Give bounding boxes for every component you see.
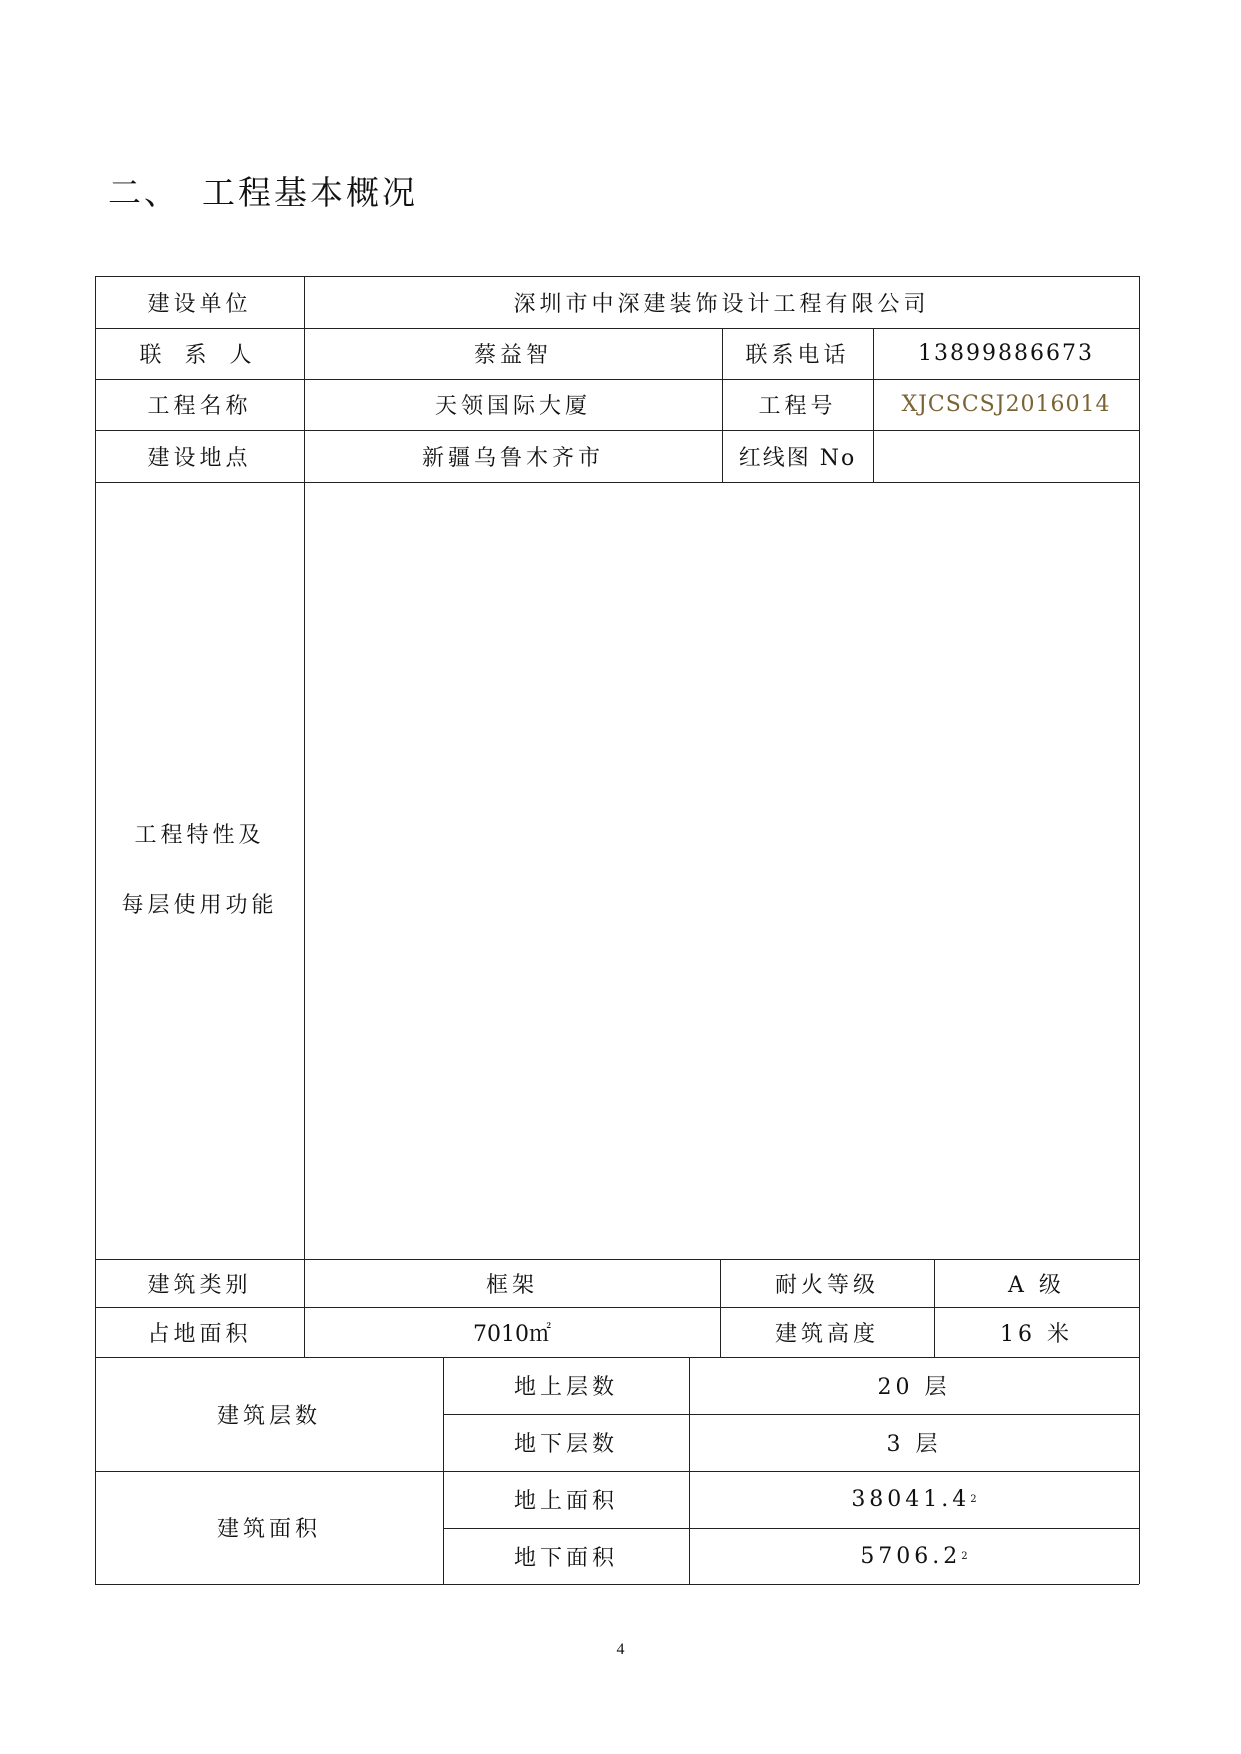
floor-area-below-number: 5706.2: [860, 1543, 962, 1569]
features-label: [95, 482, 304, 1259]
floor-area-below-unit: 2: [961, 1550, 968, 1562]
features-label-line1: 工程特性及: [134, 822, 265, 848]
section-heading: [108, 173, 418, 212]
floor-area-label: 建筑面积: [216, 1517, 321, 1542]
contact-label: 联 系 人: [139, 343, 260, 368]
location-value: 新疆乌鲁木齐市: [421, 445, 604, 471]
project-no-label: 工程号: [758, 394, 837, 419]
section-title: 工程基本概况: [202, 173, 418, 212]
features-label-line2: 每层使用功能: [121, 892, 278, 918]
floors-above-value: 20 层: [877, 1375, 951, 1400]
fire-rating-value: A 级: [1008, 1272, 1065, 1298]
site-area-label: 占地面积: [147, 1321, 252, 1347]
location-label: 建设地点: [147, 445, 252, 471]
floor-area-above-unit: 2: [970, 1494, 977, 1505]
phone-label: 联系电话: [745, 343, 850, 368]
fire-rating-label: 耐火等级: [774, 1272, 879, 1298]
phone-value: 13899886673: [918, 341, 1094, 366]
page-number: 4: [616, 1641, 625, 1658]
project-name-label: 工程名称: [147, 394, 252, 419]
floor-area-above-value: [689, 1471, 1139, 1528]
category-label: 建筑类别: [147, 1272, 252, 1298]
floors-label: 建筑层数: [216, 1403, 321, 1429]
site-area-value: 7010㎡: [473, 1321, 551, 1347]
floors-below-label: 地下层数: [513, 1432, 618, 1457]
redline-label: 红线图 No: [738, 445, 857, 471]
floors-above-label: 地上层数: [513, 1375, 618, 1400]
project-no-value: XJCSCSJ2016014: [901, 392, 1111, 417]
features-value: [304, 482, 1139, 1259]
floor-area-below-value: [689, 1528, 1139, 1584]
floor-area-below-label: 地下面积: [513, 1545, 618, 1571]
project-name-value: 天领国际大厦: [434, 394, 591, 419]
redline-value: [873, 430, 1139, 482]
floor-area-above-label: 地上面积: [513, 1489, 618, 1514]
contact-value: 蔡益智: [473, 343, 552, 368]
building-height-label: 建筑高度: [774, 1321, 879, 1347]
builder-value: 深圳市中深建装饰设计工程有限公司: [513, 291, 930, 317]
category-value: 框架: [485, 1272, 538, 1298]
building-height-value: 16 米: [1000, 1321, 1073, 1347]
section-number: 二、: [108, 173, 180, 212]
floors-below-value: 3 层: [886, 1432, 942, 1457]
builder-label: 建设单位: [147, 291, 252, 317]
floor-area-above-number: 38041.4: [851, 1487, 971, 1512]
